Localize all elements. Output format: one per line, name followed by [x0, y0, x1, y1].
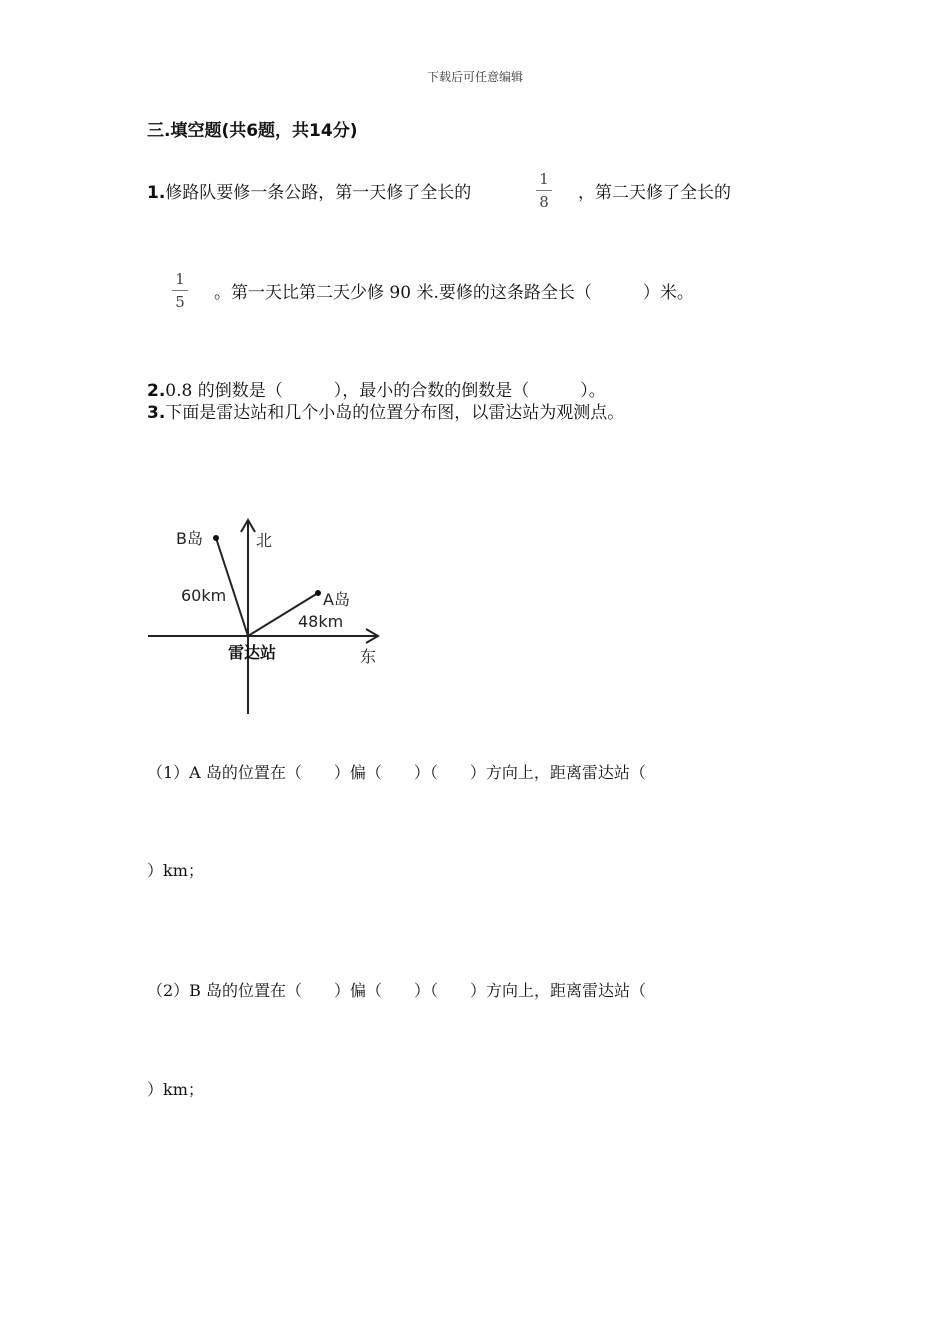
question-3-text: 下面是雷达站和几个小岛的位置分布图，以雷达站为观测点。: [165, 403, 625, 423]
question-1-part-2: ，第二天修了全长的: [578, 183, 731, 203]
sub-question-1-line-1: （1）A 岛的位置在（ ）偏（ ）（ ）方向上，距离雷达站（: [147, 763, 646, 782]
question-3: [147, 398, 624, 423]
island-a-distance: 48km: [298, 612, 344, 631]
island-b-point: [213, 535, 219, 541]
fraction-1-bar: [536, 190, 552, 191]
radar-position-diagram: [140, 510, 390, 720]
island-a-label: A岛: [323, 590, 350, 609]
fraction-one-fifth: [170, 270, 190, 311]
sub-question-2-line-1: （2）B 岛的位置在（ ）偏（ ）（ ）方向上，距离雷达站（: [147, 981, 647, 1000]
question-3-number: 3.: [147, 403, 166, 423]
question-2-text: 0.8 的倒数是（ ），最小的合数的倒数是（ ）。: [165, 381, 606, 401]
island-b-distance: 60km: [181, 586, 227, 605]
question-1-part-1: 修路队要修一条公路，第一天修了全长的: [165, 183, 472, 203]
question-2-number: 2.: [147, 381, 166, 401]
fraction-2-bar: [172, 290, 188, 291]
question-1-part-3: 。第一天比第二天少修 90 米.要修的这条路全长（ ）米。: [214, 283, 694, 303]
fraction-2-numerator: 1: [175, 270, 185, 288]
fraction-one-eighth: [534, 170, 554, 211]
question-1-number: 1.: [147, 183, 166, 203]
north-label: 北: [256, 531, 273, 550]
section-title: 三.填空题(共6题，共14分): [147, 121, 358, 141]
east-label: 东: [360, 647, 377, 666]
fraction-1-numerator: 1: [539, 170, 549, 188]
sub-question-1-line-2: ）km；: [147, 861, 204, 880]
sub-question-2-line-2: ）km；: [147, 1080, 204, 1099]
island-b-label: B岛: [176, 529, 203, 548]
header-note: 下载后可任意编辑: [426, 70, 523, 84]
fraction-2-denominator: 5: [175, 293, 185, 311]
fraction-1-denominator: 8: [539, 193, 549, 211]
question-1-line-1: [147, 178, 471, 203]
radar-station-label: 雷达站: [228, 643, 277, 662]
island-a-point: [315, 590, 321, 596]
